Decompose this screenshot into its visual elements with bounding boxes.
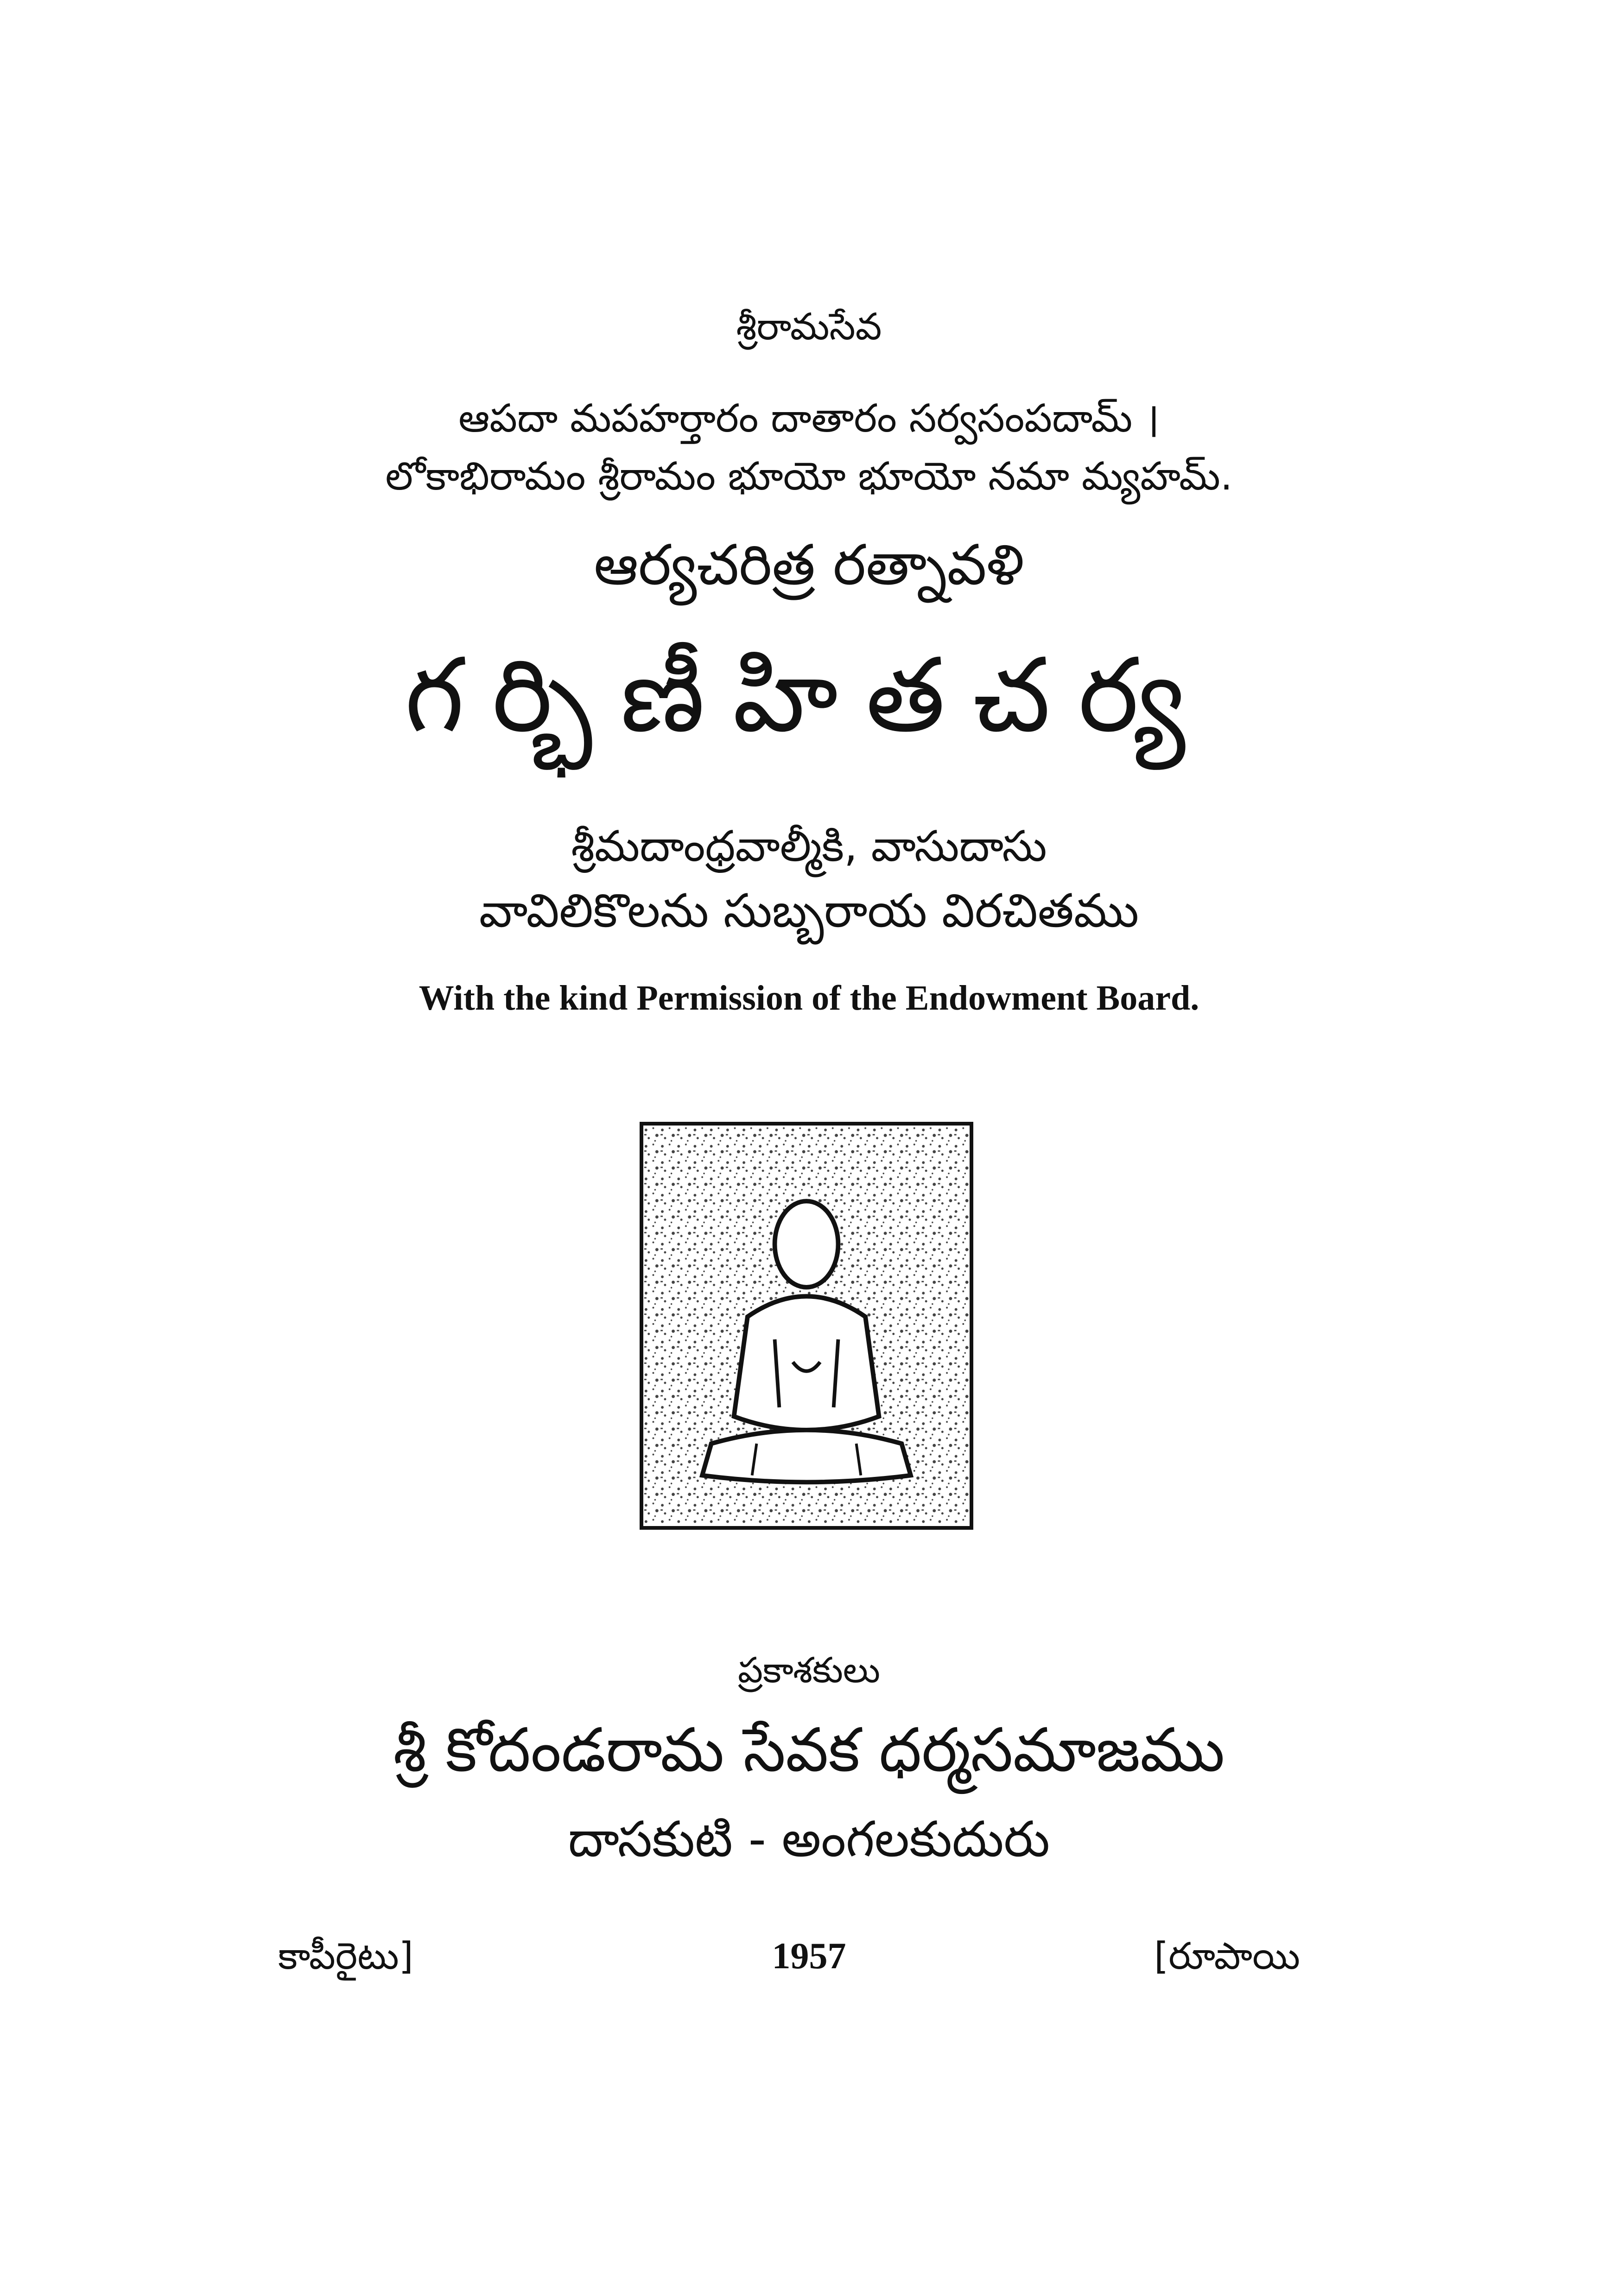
author-line-2: వావిలికొలను సుబ్బరాయ విరచితము (479, 884, 1139, 938)
copyright-note: కాపీరైటు] (278, 1934, 413, 1978)
book-title: గర్భిణీహితచర్య (405, 636, 1213, 755)
author-portrait (640, 1122, 973, 1530)
price-note: [రూపాయి (1154, 1934, 1300, 1978)
verse-line-2: లోకాభిరామం శ్రీరామం భూయో భూయో నమా మ్యహమ్. (385, 453, 1233, 499)
publisher-place: దాసకుటి - అంగలకుదురు (568, 1811, 1050, 1868)
publisher-label: ప్రకాశకులు (737, 1649, 881, 1691)
author-line-1: శ్రీమదాంధ్రవాల్మీకి, వాసుదాసు (571, 821, 1047, 871)
permission-note: With the kind Permission of the Endowment Board. (419, 979, 1199, 1018)
publisher-name: శ్రీ కోదండరామ సేవక ధర్మసమాజము (393, 1715, 1225, 1785)
invocation: శ్రీరామసేవ (736, 305, 882, 348)
publication-year: 1957 (772, 1936, 846, 1977)
verse-line-1: ఆపదా మపహర్తారం దాతారం సర్వసంపదామ్ । (458, 395, 1160, 441)
series-title: ఆర్యచరిత్ర రత్నావళి (594, 533, 1024, 598)
